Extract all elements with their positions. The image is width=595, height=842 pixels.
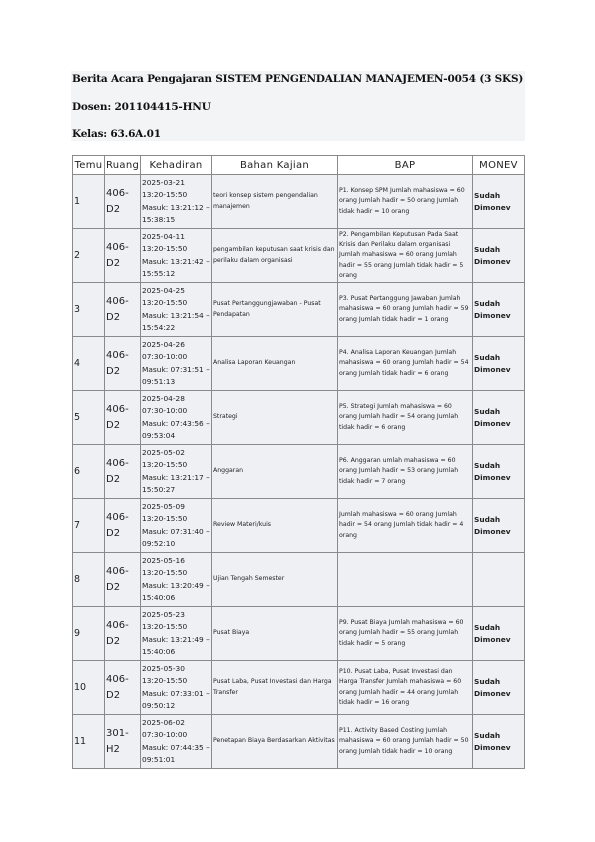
cell-bap: P2. Pengambilan Keputusan Pada Saat Krisis dan Perilaku dalam organisasi Jumlah mahasiswa = 60 orang Jumlah hadir = 55 orang Jumlah tidak hadir = 5 orang xyxy=(338,229,473,283)
col-header-ruang: Ruang xyxy=(105,156,141,175)
lecturer-label: Dosen: 201104415-HNU xyxy=(72,101,211,113)
cell-temu: 8 xyxy=(73,553,105,607)
col-header-kehadiran: Kehadiran xyxy=(141,156,212,175)
table-row xyxy=(73,445,525,499)
cell-kehadiran: 2025-04-28 07:30-10:00 Masuk: 07:43:56 –09:53:04 xyxy=(141,391,212,445)
cell-bahan-kajian: Ujian Tengah Semester xyxy=(212,553,338,607)
table-row xyxy=(73,499,525,553)
cell-bap: P1. Konsep SPM Jumlah mahasiswa = 60 orang Jumlah hadir = 50 orang Jumlah tidak hadir = 10 orang xyxy=(338,175,473,229)
cell-temu: 4 xyxy=(73,337,105,391)
cell-temu: 6 xyxy=(73,445,105,499)
table-row xyxy=(73,553,525,607)
cell-monev: Sudah Dimonev xyxy=(473,445,525,499)
cell-kehadiran: 2025-05-09 13:20-15:50 Masuk: 07:31:40 – 09:52:10 xyxy=(141,499,212,553)
cell-kehadiran: 2025-05-30 13:20-15:50 Masuk: 07:33:01 – 09:50:12 xyxy=(141,661,212,715)
cell-monev: Sudah Dimonev xyxy=(473,607,525,661)
table-row xyxy=(73,607,525,661)
cell-temu: 5 xyxy=(73,391,105,445)
cell-bahan-kajian: Penetapan Biaya Berdasarkan Aktivitas xyxy=(212,715,338,769)
table-row xyxy=(73,337,525,391)
cell-kehadiran: 2025-04-25 13:20-15:50 Masuk: 13:21:54 – 15:54:22 xyxy=(141,283,212,337)
cell-bahan-kajian: pengambilan keputusan saat krisis dan perilaku dalam organisasi xyxy=(212,229,338,283)
cell-ruang: 301-H2 xyxy=(105,715,141,769)
table-row xyxy=(73,391,525,445)
cell-bap xyxy=(338,553,473,607)
document-header xyxy=(71,71,525,141)
cell-bap: P4. Analisa Laporan Keuangan Jumlah mahasiswa = 60 orang Jumlah hadir = 54 orang Jumlah tidak hadir = 6 orang xyxy=(338,337,473,391)
class-label: Kelas: 63.6A.01 xyxy=(72,128,161,140)
attendance-table xyxy=(72,155,525,769)
cell-kehadiran: 2025-05-23 13:20-15:50 Masuk: 13:21:49 – 15:40:06 xyxy=(141,607,212,661)
table-row xyxy=(73,229,525,283)
cell-bahan-kajian: Pusat Pertanggungjawaban - Pusat Pendapatan xyxy=(212,283,338,337)
cell-kehadiran: 2025-06-02 07:30-10:00 Masuk: 07:44:35 –09:51:01 xyxy=(141,715,212,769)
cell-bahan-kajian: Pusat Biaya xyxy=(212,607,338,661)
cell-bahan-kajian: Pusat Laba, Pusat Investasi dan Harga Transfer xyxy=(212,661,338,715)
cell-bap: P9. Pusat Biaya Jumlah mahasiswa = 60 orang Jumlah hadir = 55 orang Jumlah tidak hadir = 5 orang xyxy=(338,607,473,661)
cell-bap: P3. Pusat Pertanggung Jawaban Jumlah mahasiswa = 60 orang Jumlah hadir = 59 orang Jumlah tidak hadir = 1 orang xyxy=(338,283,473,337)
col-header-temu: Temu xyxy=(73,156,105,175)
table-row xyxy=(73,283,525,337)
cell-monev: Sudah Dimonev xyxy=(473,499,525,553)
cell-monev: Sudah Dimonev xyxy=(473,229,525,283)
cell-ruang: 406-D2 xyxy=(105,553,141,607)
table-row xyxy=(73,715,525,769)
cell-bahan-kajian: Anggaran xyxy=(212,445,338,499)
cell-temu: 9 xyxy=(73,607,105,661)
table-row xyxy=(73,175,525,229)
cell-monev: Sudah Dimonev xyxy=(473,175,525,229)
cell-temu: 1 xyxy=(73,175,105,229)
cell-ruang: 406-D2 xyxy=(105,175,141,229)
cell-bap: Jumlah mahasiswa = 60 orang Jumlah hadir = 54 orang Jumlah tidak hadir = 4 orang xyxy=(338,499,473,553)
cell-kehadiran: 2025-04-11 13:20-15:50 Masuk: 13:21:42 – 15:55:12 xyxy=(141,229,212,283)
cell-temu: 10 xyxy=(73,661,105,715)
cell-monev: Sudah Dimonev xyxy=(473,283,525,337)
cell-kehadiran: 2025-04-26 07:30-10:00 Masuk: 07:31:51 – 09:51:13 xyxy=(141,337,212,391)
cell-bap: P6. Anggaran umlah mahasiswa = 60 orang Jumlah hadir = 53 orang Jumlah tidak hadir = 7 orang xyxy=(338,445,473,499)
cell-kehadiran: 2025-05-16 13:20-15:50 Masuk: 13:20:49 – 15:40:06 xyxy=(141,553,212,607)
cell-bahan-kajian: teori konsep sistem pengendalian manajemen xyxy=(212,175,338,229)
cell-ruang: 406-D2 xyxy=(105,337,141,391)
cell-ruang: 406-D2 xyxy=(105,445,141,499)
cell-bap: P11. Activity Based Costing Jumlah mahasiswa = 60 orang Jumlah hadir = 50 orang Jumlah tidak hadir = 10 orang xyxy=(338,715,473,769)
cell-bap: P10. Pusat Laba, Pusat Investasi dan Harga Transfer Jumlah mahasiswa = 60 orang Jumlah hadir = 44 orang Jumlah tidak hadir = 16 orang xyxy=(338,661,473,715)
cell-ruang: 406-D2 xyxy=(105,283,141,337)
table-header-row xyxy=(73,156,525,175)
cell-temu: 3 xyxy=(73,283,105,337)
cell-temu: 2 xyxy=(73,229,105,283)
document-title: Berita Acara Pengajaran SISTEM PENGENDALIAN MANAJEMEN-0054 (3 SKS) xyxy=(72,73,524,85)
cell-ruang: 406-D2 xyxy=(105,607,141,661)
cell-temu: 7 xyxy=(73,499,105,553)
cell-monev: Sudah Dimonev xyxy=(473,337,525,391)
cell-bahan-kajian: Strategi xyxy=(212,391,338,445)
col-header-bahan-kajian: Bahan Kajian xyxy=(212,156,338,175)
cell-kehadiran: 2025-03-21 13:20-15:50 Masuk: 13:21:12 – 15:38:15 xyxy=(141,175,212,229)
cell-monev: Sudah Dimonev xyxy=(473,715,525,769)
cell-monev: Sudah Dimonev xyxy=(473,661,525,715)
cell-ruang: 406-D2 xyxy=(105,391,141,445)
cell-bahan-kajian: Review Materi/kuis xyxy=(212,499,338,553)
col-header-monev: MONEV xyxy=(473,156,525,175)
cell-ruang: 406-D2 xyxy=(105,661,141,715)
cell-monev xyxy=(473,553,525,607)
cell-bap: P5. Strategi Jumlah mahasiswa = 60 orang Jumlah hadir = 54 orang Jumlah tidak hadir = 6 orang xyxy=(338,391,473,445)
cell-temu: 11 xyxy=(73,715,105,769)
cell-kehadiran: 2025-05-02 13:20-15:50 Masuk: 13:21:17 – 15:50:27 xyxy=(141,445,212,499)
cell-monev: Sudah Dimonev xyxy=(473,391,525,445)
cell-bahan-kajian: Analisa Laporan Keuangan xyxy=(212,337,338,391)
col-header-bap: BAP xyxy=(338,156,473,175)
cell-ruang: 406-D2 xyxy=(105,499,141,553)
cell-ruang: 406-D2 xyxy=(105,229,141,283)
table-row xyxy=(73,661,525,715)
